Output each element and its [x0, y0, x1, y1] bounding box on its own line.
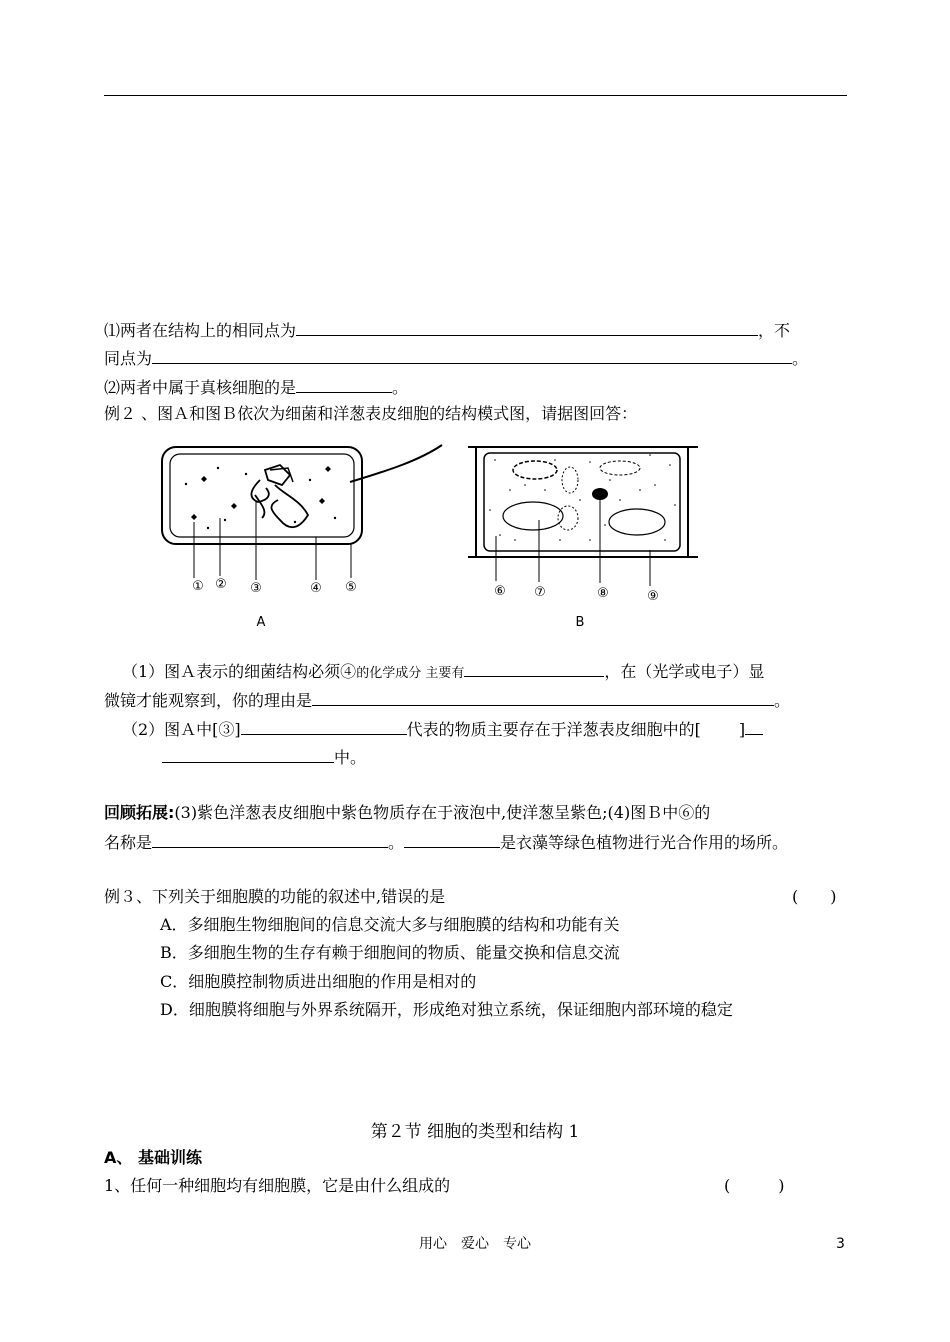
label-6: ⑥: [494, 584, 506, 599]
page-number: 3: [836, 1236, 845, 1252]
q-text: （2）图Ａ中[③]: [122, 720, 241, 739]
q1-line3-prefix: ⑵两者中属于真核细胞的是: [104, 378, 297, 397]
q-text: 代表的物质主要存在于洋葱表皮细胞中的[: [406, 720, 701, 739]
example2-q2-line1: [122, 717, 763, 741]
answer-blank[interactable]: [162, 745, 334, 763]
label-4: ④: [310, 581, 322, 596]
answer-blank[interactable]: [464, 659, 604, 677]
answer-blank[interactable]: [152, 346, 792, 364]
section-q1-paren[interactable]: ( ): [724, 1176, 785, 1195]
q1-line2-prefix: 同点为: [104, 349, 153, 368]
q-text: ，在（光学或电子）显: [604, 662, 765, 681]
q1-line1-suffix: ，不: [758, 321, 791, 340]
cell-diagram: [150, 440, 710, 640]
review-line2: [104, 830, 788, 854]
option-c: C．细胞膜控制物质进出细胞的作用是相对的: [160, 972, 477, 991]
answer-blank[interactable]: [241, 717, 279, 735]
answer-blank[interactable]: [296, 375, 392, 393]
q1-line3-suffix: 。: [392, 378, 409, 397]
answer-blank[interactable]: [404, 830, 500, 848]
label-2: ②: [215, 577, 227, 592]
section-title: 第２节 细胞的类型和结构 1: [370, 1122, 580, 1142]
label-1: ①: [192, 579, 204, 594]
example2-q1-line2: [104, 688, 790, 712]
label-5: ⑤: [345, 580, 357, 595]
q-text: ]: [738, 720, 746, 739]
footer-motto: 用心 爱心 专心: [419, 1236, 531, 1252]
q1-line3: [104, 375, 408, 399]
review-label: 回顾拓展:: [104, 803, 175, 822]
q-text: 微镜才能观察到，你的理由是: [104, 691, 313, 710]
review-text: 是衣藻等绿色植物进行光合作用的场所。: [500, 833, 789, 852]
label-7: ⑦: [534, 585, 546, 600]
review-text: 名称是: [104, 833, 153, 852]
example2-q1-line1: [122, 659, 764, 685]
review-line1: [104, 802, 710, 824]
example3-answer-paren[interactable]: ( ): [792, 887, 837, 906]
label-3: ③: [250, 581, 262, 596]
q1-line2: [104, 346, 808, 370]
label-8: ⑧: [597, 586, 609, 601]
cell-b-onion: [468, 447, 698, 586]
q-text: 。: [774, 691, 791, 710]
example2-intro: 例２ 、图Ａ和图Ｂ依次为细菌和洋葱表皮细胞的结构模式图，请据图回答：: [104, 404, 638, 423]
cell-a-bacterium: [162, 445, 442, 580]
caption-a: A: [256, 615, 266, 630]
label-9: ⑨: [647, 589, 659, 604]
q1-line1-prefix: ⑴两者在结构上的相同点为: [104, 321, 297, 340]
caption-b: B: [575, 615, 585, 630]
answer-blank[interactable]: [312, 688, 774, 706]
section-q1: 1、任何一种细胞均有细胞膜，它是由什么组成的: [104, 1176, 451, 1195]
q1-line2-suffix: 。: [792, 349, 809, 368]
example2-q2-line2: [162, 745, 366, 769]
option-a: A．多细胞生物细胞间的信息交流大多与细胞膜的结构和功能有关: [160, 915, 620, 934]
option-b: B．多细胞生物的生存有赖于细胞间的物质、能量交换和信息交流: [160, 943, 620, 962]
option-d: D．细胞膜将细胞与外界系统隔开，形成绝对独立系统，保证细胞内部环境的稳定: [160, 1000, 733, 1019]
example3-question: 例３、下列关于细胞膜的功能的叙述中,错误的是: [104, 887, 446, 906]
answer-blank[interactable]: [745, 717, 763, 735]
section-sublabel: A、 基础训练: [104, 1148, 202, 1167]
answer-blank[interactable]: [355, 717, 407, 735]
q-text-small: 的化学成分 主要有: [356, 666, 465, 681]
review-text: 。: [388, 833, 405, 852]
q1-line1: [104, 318, 790, 342]
q-text: （1）图Ａ表示的细菌结构必须④: [122, 662, 357, 681]
review-text: (3)紫色洋葱表皮细胞中紫色物质存在于液泡中,使洋葱呈紫色;(4)图Ｂ中⑥的: [174, 803, 711, 822]
answer-blank[interactable]: [296, 318, 758, 336]
header-rule: [104, 95, 847, 96]
answer-blank[interactable]: [279, 717, 355, 735]
answer-blank[interactable]: [152, 830, 388, 848]
q-text: 中。: [334, 748, 367, 767]
